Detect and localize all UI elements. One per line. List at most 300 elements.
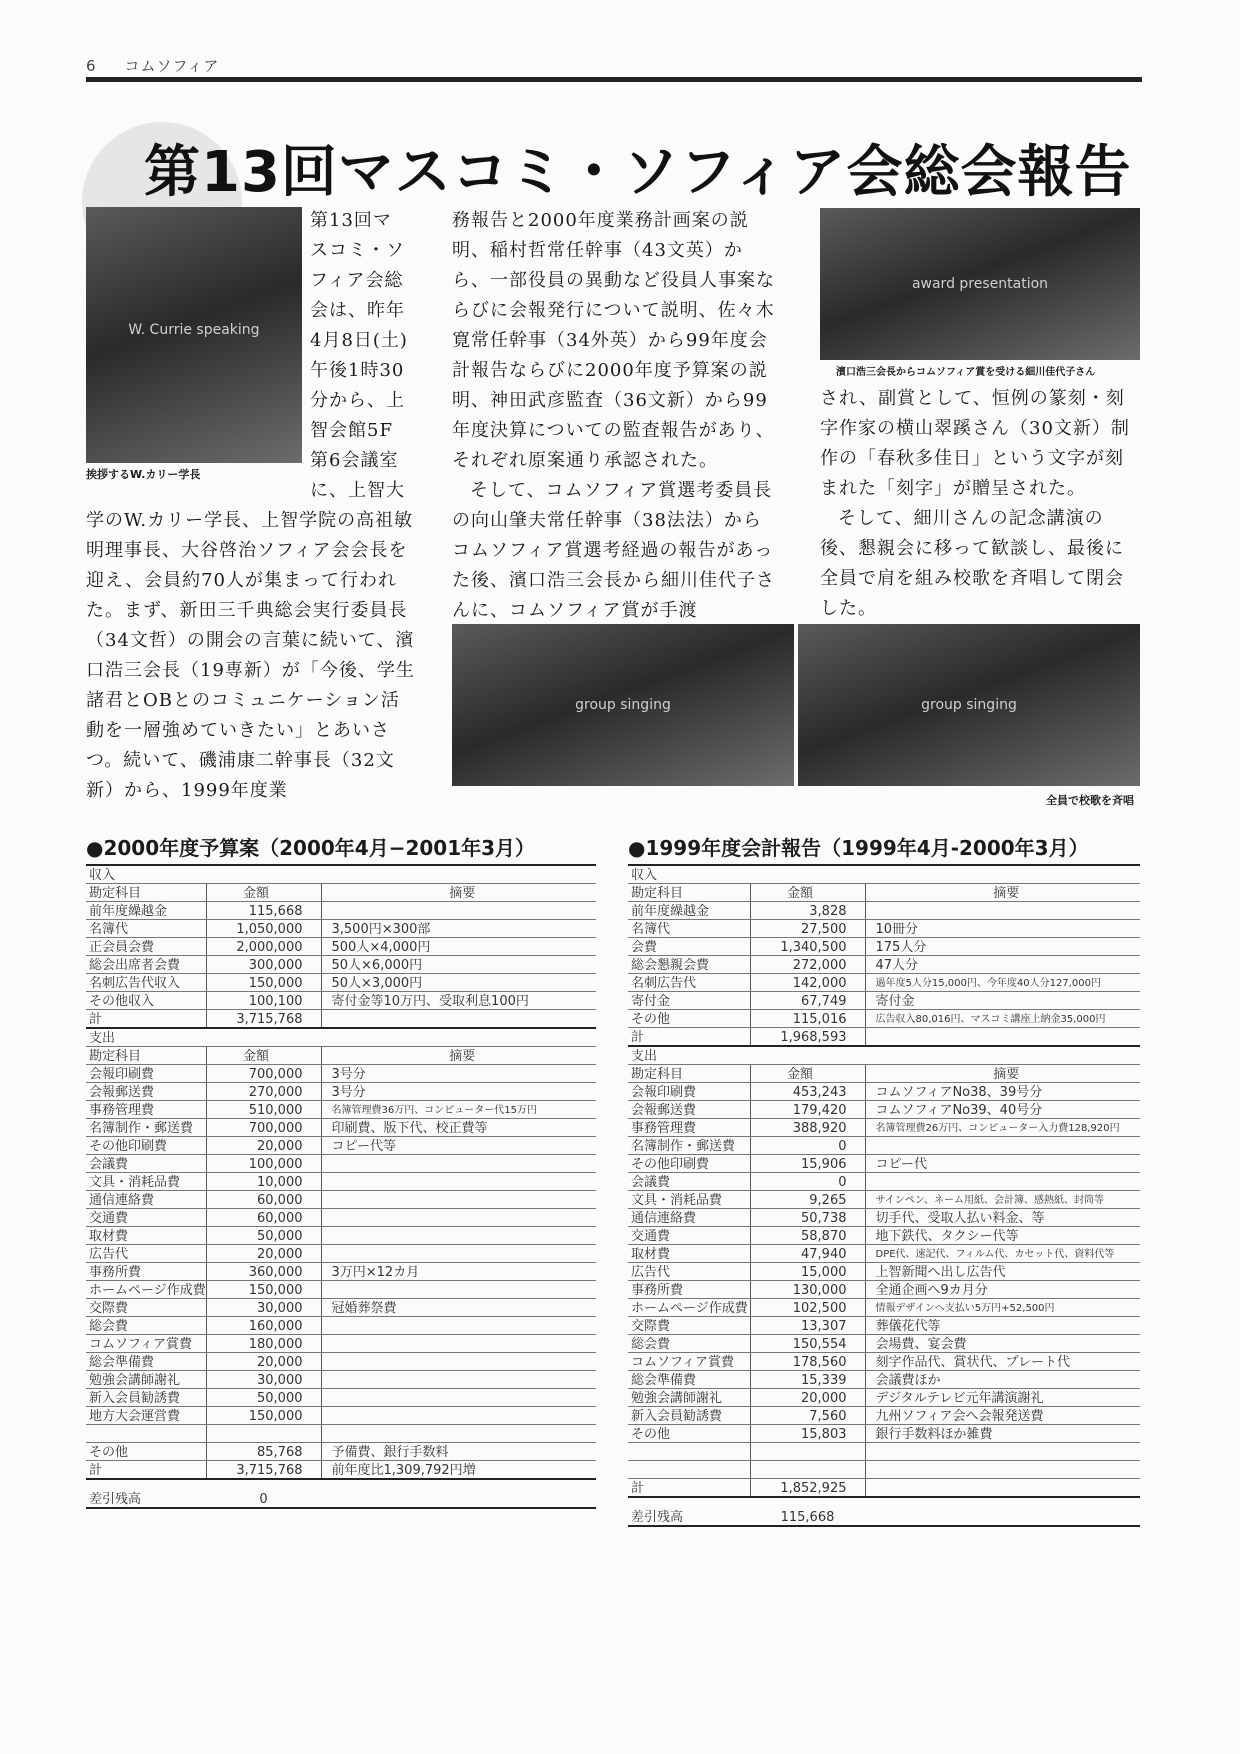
table-row: [86, 1137, 596, 1155]
amount-cell: [750, 1443, 865, 1461]
note-cell: 50人×3,000円: [321, 974, 596, 992]
account-cell: ホームページ作成費: [628, 1299, 750, 1317]
account-cell: 総会懇親会費: [628, 956, 750, 974]
table-row: [628, 1407, 1140, 1425]
table-row: [628, 1299, 1140, 1317]
balance-row: [628, 1508, 1140, 1526]
note-cell: [321, 1010, 596, 1029]
note-cell: [321, 1371, 596, 1389]
amount-cell: 150,000: [206, 1281, 321, 1299]
article-column-3: され、副賞として、恒例の篆刻・刻字作家の横山翠蹊さん（30文新）制作の「春秋多佳日」という文字が刻まれた「刻字」が贈呈された。 そして、細川さんの記念講演の後、懇親会に移って歓談し、最後に全員で肩を組み校歌を斉唱して閉会した。: [820, 388, 1130, 619]
amount-cell: 金額: [750, 1065, 865, 1083]
table-row: [86, 1191, 596, 1209]
account-cell: 交際費: [86, 1299, 206, 1317]
note-cell: 寄付金等10万円、受取利息100円: [321, 992, 596, 1010]
amount-cell: 13,307: [750, 1317, 865, 1335]
note-cell: 50人×6,000円: [321, 956, 596, 974]
narrow-line: 智会館5F: [310, 420, 393, 441]
narrow-line: 4月8日(土): [310, 330, 408, 351]
amount-cell: 20,000: [206, 1137, 321, 1155]
note-cell: [321, 1353, 596, 1371]
table-row: [86, 1443, 596, 1461]
article-column-1: 学のW.カリー学長、上智学院の高祖敏明理事長、大谷啓治ソフィア会会長を迎え、会員約70人が集まって行われた。まず、新田三千典総会実行委員長（34文哲）の開会の言葉に続いて、濱口浩三会長（19専新）が「今後、学生諸君とOBとのコミュニケーション活動を一層強めていきたい」とあいさつ。続いて、磯浦康二幹事長（32文新）から、1999年度業: [86, 510, 415, 801]
amount-cell: 180,000: [206, 1335, 321, 1353]
amount-cell: 150,554: [750, 1335, 865, 1353]
account-cell: 名簿代: [86, 920, 206, 938]
page-number: 6: [86, 57, 97, 75]
note-cell: [321, 1191, 596, 1209]
section-label: 支出: [628, 1046, 1140, 1065]
section-label-row: [86, 865, 596, 884]
amount-cell: 47,940: [750, 1245, 865, 1263]
narrow-line: 分から、上: [310, 390, 405, 411]
table-row: [628, 1137, 1140, 1155]
account-cell: 事務管理費: [628, 1119, 750, 1137]
note-cell: 過年度5人分15,000円、今年度40人分127,000円: [865, 974, 1140, 992]
note-cell: 摘要: [865, 884, 1140, 902]
table-row: [86, 1101, 596, 1119]
account-cell: 勉強会講師謝礼: [86, 1371, 206, 1389]
note-cell: [321, 1389, 596, 1407]
amount-cell: 67,749: [750, 992, 865, 1010]
table-row: [628, 1443, 1140, 1461]
account-cell: 計: [86, 1461, 206, 1480]
amount-cell: 27,500: [750, 920, 865, 938]
amount-cell: 金額: [750, 884, 865, 902]
amount-cell: 3,715,768: [206, 1461, 321, 1480]
table-row: [628, 1317, 1140, 1335]
table-row: [86, 1317, 596, 1335]
amount-cell: 360,000: [206, 1263, 321, 1281]
table-row: [628, 1083, 1140, 1101]
account-cell: 事務管理費: [86, 1101, 206, 1119]
amount-cell: 50,000: [206, 1227, 321, 1245]
account-cell: 交際費: [628, 1317, 750, 1335]
balance-label: 差引残高: [86, 1490, 206, 1508]
account-cell: 取材費: [86, 1227, 206, 1245]
note-cell: 10冊分: [865, 920, 1140, 938]
account-cell: 会費: [628, 938, 750, 956]
account-cell: ホームページ作成費: [86, 1281, 206, 1299]
table-row: [628, 1227, 1140, 1245]
note-cell: 3号分: [321, 1065, 596, 1083]
narrow-line: フィア会総: [310, 270, 404, 291]
account-cell: 交通費: [86, 1209, 206, 1227]
account-cell: 取材費: [628, 1245, 750, 1263]
narrow-line: スコミ・ソ: [310, 240, 405, 261]
account-cell: [628, 1461, 750, 1479]
note-cell: [321, 1245, 596, 1263]
note-cell: 刻字作品代、賞状代、プレート代: [865, 1353, 1140, 1371]
account-cell: 総会費: [86, 1317, 206, 1335]
note-cell: 47人分: [865, 956, 1140, 974]
account-cell: 新入会員勧誘費: [628, 1407, 750, 1425]
table-row: [628, 1389, 1140, 1407]
note-cell: 摘要: [321, 1047, 596, 1065]
group-photo-right: group singing: [798, 624, 1140, 786]
amount-cell: 150,000: [206, 1407, 321, 1425]
account-cell: 勘定科目: [628, 1065, 750, 1083]
section-label-row: [86, 1028, 596, 1047]
table-row: [628, 1425, 1140, 1443]
note-cell: 3,500円×300部: [321, 920, 596, 938]
account-cell: 総会準備費: [86, 1353, 206, 1371]
section-label-row: [628, 1046, 1140, 1065]
note-cell: 500人×4,000円: [321, 938, 596, 956]
spacer: [628, 1497, 1140, 1508]
amount-cell: 30,000: [206, 1371, 321, 1389]
table-row: [628, 1191, 1140, 1209]
account-cell: 前年度繰越金: [628, 902, 750, 920]
amount-cell: 20,000: [206, 1353, 321, 1371]
account-cell: 広告代: [86, 1245, 206, 1263]
note-cell: 摘要: [321, 884, 596, 902]
note-cell: 175人分: [865, 938, 1140, 956]
table-row: [628, 1335, 1140, 1353]
table-row: [628, 1028, 1140, 1047]
amount-cell: 0: [750, 1173, 865, 1191]
note-cell: 会議費ほか: [865, 1371, 1140, 1389]
account-cell: 会報郵送費: [86, 1083, 206, 1101]
amount-cell: 179,420: [750, 1101, 865, 1119]
amount-cell: 100,000: [206, 1155, 321, 1173]
balance-row: [86, 1490, 596, 1508]
amount-cell: 130,000: [750, 1281, 865, 1299]
table-row: [86, 956, 596, 974]
account-cell: 計: [86, 1010, 206, 1029]
account-cell: 文具・消耗品費: [86, 1173, 206, 1191]
amount-cell: 9,265: [750, 1191, 865, 1209]
account-cell: 通信連絡費: [86, 1191, 206, 1209]
amount-cell: 270,000: [206, 1083, 321, 1101]
note-cell: [865, 1137, 1140, 1155]
budget-table: [86, 864, 596, 1509]
amount-cell: 60,000: [206, 1191, 321, 1209]
amount-cell: 3,828: [750, 902, 865, 920]
amount-cell: 178,560: [750, 1353, 865, 1371]
table-row: [86, 1155, 596, 1173]
amount-cell: 510,000: [206, 1101, 321, 1119]
note-cell: コピー代等: [321, 1137, 596, 1155]
amount-cell: 0: [750, 1137, 865, 1155]
account-cell: 広告代: [628, 1263, 750, 1281]
amount-cell: 1,852,925: [750, 1479, 865, 1498]
account-cell: 総会出席者会費: [86, 956, 206, 974]
account-cell: 計: [628, 1479, 750, 1498]
note-cell: [321, 1155, 596, 1173]
amount-cell: 150,000: [206, 974, 321, 992]
table-row: [628, 1101, 1140, 1119]
note-cell: コムソフィアNo39、40号分: [865, 1101, 1140, 1119]
amount-cell: 30,000: [206, 1299, 321, 1317]
amount-cell: 142,000: [750, 974, 865, 992]
narrow-line: 第6会議室: [310, 450, 399, 471]
narrow-line: 第13回マ: [310, 210, 392, 231]
note-cell: デジタルテレビ元年講演謝礼: [865, 1389, 1140, 1407]
table-row: [628, 1479, 1140, 1498]
publication-name: コムソフィア: [124, 57, 220, 75]
amount-cell: 453,243: [750, 1083, 865, 1101]
table-row: [628, 1461, 1140, 1479]
table-row: [86, 1047, 596, 1065]
award-photo-caption: 濱口浩三会長からコムソフィア賞を受ける細川佳代子さん: [836, 367, 1096, 378]
note-cell: 銀行手数料ほか雑費: [865, 1425, 1140, 1443]
account-cell: 会報郵送費: [628, 1101, 750, 1119]
table-row: [86, 1389, 596, 1407]
note-cell: [321, 1317, 596, 1335]
account-cell: その他: [628, 1010, 750, 1028]
amount-cell: 102,500: [750, 1299, 865, 1317]
note-cell: [321, 1209, 596, 1227]
table-row: [86, 992, 596, 1010]
note-cell: 摘要: [865, 1065, 1140, 1083]
table-row: [628, 1010, 1140, 1028]
note-cell: 3万円×12カ月: [321, 1263, 596, 1281]
table-row: [86, 1425, 596, 1443]
note-cell: 会場費、宴会費: [865, 1335, 1140, 1353]
amount-cell: 300,000: [206, 956, 321, 974]
budget-table-title: ●2000年度予算案（2000年4月−2001年3月）: [86, 836, 536, 860]
note-cell: [865, 1479, 1140, 1498]
table-row: [86, 920, 596, 938]
account-cell: 会議費: [628, 1173, 750, 1191]
note-cell: 上智新聞へ出し広告代: [865, 1263, 1140, 1281]
note-cell: 広告収入80,016円、マスコミ講座上納金35,000円: [865, 1010, 1140, 1028]
account-cell: 勘定科目: [86, 1047, 206, 1065]
table-row: [86, 1353, 596, 1371]
account-cell: 新入会員勧誘費: [86, 1389, 206, 1407]
amount-cell: 115,016: [750, 1010, 865, 1028]
account-cell: その他収入: [86, 992, 206, 1010]
amount-cell: 15,000: [750, 1263, 865, 1281]
table-row: [86, 1371, 596, 1389]
note-cell: 地下鉄代、タクシー代等: [865, 1227, 1140, 1245]
account-cell: 勘定科目: [628, 884, 750, 902]
article-column-1-narrow: [310, 206, 416, 506]
table-row: [628, 956, 1140, 974]
amount-cell: 2,000,000: [206, 938, 321, 956]
note-cell: 前年度比1,309,792円増: [321, 1461, 596, 1480]
account-cell: 総会費: [628, 1335, 750, 1353]
group-photo-caption: 全員で校歌を斉唱: [1046, 794, 1134, 807]
note-cell: 九州ソフィア会へ会報発送費: [865, 1407, 1140, 1425]
account-cell: 会議費: [86, 1155, 206, 1173]
note-cell: 葬儀花代等: [865, 1317, 1140, 1335]
note-cell: [321, 1173, 596, 1191]
account-cell: 寄付金: [628, 992, 750, 1010]
table-row: [86, 884, 596, 902]
table-row: [86, 1209, 596, 1227]
amount-cell: 700,000: [206, 1065, 321, 1083]
account-cell: 会報印刷費: [628, 1083, 750, 1101]
group-photo-left: group singing: [452, 624, 794, 786]
account-cell: その他: [86, 1443, 206, 1461]
table-row: [86, 1245, 596, 1263]
note-cell: 印刷費、版下代、校正費等: [321, 1119, 596, 1137]
table-row: [628, 1263, 1140, 1281]
amount-cell: 1,340,500: [750, 938, 865, 956]
table-row: [628, 1371, 1140, 1389]
table-row: [86, 1119, 596, 1137]
note-cell: 3号分: [321, 1083, 596, 1101]
note-cell: [321, 1227, 596, 1245]
header-rule: [86, 77, 1142, 82]
note-cell: コピー代: [865, 1155, 1140, 1173]
amount-cell: 15,339: [750, 1371, 865, 1389]
section-label: 収入: [628, 865, 1140, 884]
amount-cell: 115,668: [206, 902, 321, 920]
amount-cell: 85,768: [206, 1443, 321, 1461]
note-cell: [865, 902, 1140, 920]
account-cell: 通信連絡費: [628, 1209, 750, 1227]
balance-label: 差引残高: [628, 1508, 750, 1526]
account-cell: 事務所費: [86, 1263, 206, 1281]
note-cell: 名簿管理費36万円、コンピューター代15万円: [321, 1101, 596, 1119]
account-cell: 名刺広告代: [628, 974, 750, 992]
account-cell: 名刺広告代収入: [86, 974, 206, 992]
table-row: [628, 974, 1140, 992]
amount-cell: 160,000: [206, 1317, 321, 1335]
narrow-line: 午後1時30: [310, 360, 405, 381]
note-cell: [865, 1173, 1140, 1191]
amount-cell: 15,906: [750, 1155, 865, 1173]
article-column-2: 務報告と2000年度業務計画案の説明、稲村哲常任幹事（43文英）から、一部役員の異動など役員人事案ならびに会報発行について説明、佐々木寛常任幹事（34外英）から99年度会計報告ならびに2000年度予算案の説明、神田武彦監査（36文新）から99年度決算についての監査報告があり、それぞれ原案通り承認された。 そして、コムソフィア賞選考委員長の向山肇夫常任幹事（38法法）からコムソフィア賞選考経過の報告があった後、濱口浩三会長から細川佳代子さんに、コムソフィア賞が手渡: [452, 210, 775, 621]
table-row: [86, 974, 596, 992]
table-row: [628, 1119, 1140, 1137]
amount-cell: 7,560: [750, 1407, 865, 1425]
table-row: [86, 1461, 596, 1480]
amount-cell: 50,000: [206, 1389, 321, 1407]
account-cell: 会報印刷費: [86, 1065, 206, 1083]
spacer-row: [628, 1497, 1140, 1508]
amount-cell: 1,968,593: [750, 1028, 865, 1047]
amount-cell: 20,000: [750, 1389, 865, 1407]
table-row: [86, 1065, 596, 1083]
note-cell: [321, 1407, 596, 1425]
table-row: [86, 1263, 596, 1281]
amount-cell: [206, 1425, 321, 1443]
amount-cell: 272,000: [750, 956, 865, 974]
note-cell: 冠婚葬祭費: [321, 1299, 596, 1317]
amount-cell: 10,000: [206, 1173, 321, 1191]
amount-cell: 58,870: [750, 1227, 865, 1245]
account-cell: 名簿制作・郵送費: [628, 1137, 750, 1155]
account-cell: 事務所費: [628, 1281, 750, 1299]
note-cell: 名簿管理費26万円、コンピューター入力費128,920円: [865, 1119, 1140, 1137]
section-label: 支出: [86, 1028, 596, 1047]
amount-cell: 700,000: [206, 1119, 321, 1137]
balance-note: [321, 1490, 596, 1508]
table-row: [86, 1281, 596, 1299]
table-row: [86, 1173, 596, 1191]
page-title: 第13回マスコミ・ソフィア会総会報告: [144, 140, 1132, 205]
amount-cell: 100,100: [206, 992, 321, 1010]
account-cell: 地方大会運営費: [86, 1407, 206, 1425]
table-row: [628, 1281, 1140, 1299]
amount-cell: 20,000: [206, 1245, 321, 1263]
table-row: [628, 884, 1140, 902]
account-cell: 名簿制作・郵送費: [86, 1119, 206, 1137]
note-cell: [321, 1335, 596, 1353]
amount-cell: [750, 1461, 865, 1479]
table-row: [86, 1335, 596, 1353]
account-cell: コムソフィア賞費: [628, 1353, 750, 1371]
account-cell: 勉強会講師謝礼: [628, 1389, 750, 1407]
table-row: [86, 1227, 596, 1245]
section-label-row: [628, 865, 1140, 884]
table-row: [628, 902, 1140, 920]
balance-amount: 115,668: [750, 1508, 865, 1526]
note-cell: [865, 1461, 1140, 1479]
table-row: [628, 1245, 1140, 1263]
note-cell: DPE代、速記代、フィルム代、カセット代、資料代等: [865, 1245, 1140, 1263]
table-row: [86, 938, 596, 956]
amount-cell: 3,715,768: [206, 1010, 321, 1029]
account-cell: 交通費: [628, 1227, 750, 1245]
amount-cell: 50,738: [750, 1209, 865, 1227]
note-cell: 寄付金: [865, 992, 1140, 1010]
account-cell: コムソフィア賞費: [86, 1335, 206, 1353]
note-cell: [321, 902, 596, 920]
account-cell: [628, 1443, 750, 1461]
table-row: [86, 1299, 596, 1317]
table-row: [628, 920, 1140, 938]
note-cell: コムソフィアNo38、39号分: [865, 1083, 1140, 1101]
note-cell: [321, 1425, 596, 1443]
table-row: [86, 902, 596, 920]
amount-cell: 金額: [206, 1047, 321, 1065]
table-row: [628, 938, 1140, 956]
narrow-line: 会は、昨年: [310, 300, 405, 321]
award-photo: award presentation: [820, 208, 1140, 360]
note-cell: 全通企画へ9カ月分: [865, 1281, 1140, 1299]
account-cell: 前年度繰越金: [86, 902, 206, 920]
table-row: [628, 1353, 1140, 1371]
account-cell: その他印刷費: [86, 1137, 206, 1155]
account-cell: その他: [628, 1425, 750, 1443]
spacer: [86, 1479, 596, 1490]
amount-cell: 388,920: [750, 1119, 865, 1137]
spacer-row: [86, 1479, 596, 1490]
note-cell: [865, 1028, 1140, 1047]
note-cell: 情報デザインへ支払い5万円+52,500円: [865, 1299, 1140, 1317]
account-cell: 名簿代: [628, 920, 750, 938]
note-cell: 予備費、銀行手数料: [321, 1443, 596, 1461]
account-cell: その他印刷費: [628, 1155, 750, 1173]
account-cell: 計: [628, 1028, 750, 1047]
account-cell: 総会準備費: [628, 1371, 750, 1389]
speaker-photo-caption: 挨拶するW.カリー学長: [86, 468, 201, 481]
table-row: [628, 1209, 1140, 1227]
amount-cell: 60,000: [206, 1209, 321, 1227]
table-row: [628, 1065, 1140, 1083]
running-header: [86, 55, 219, 76]
table-row: [86, 1010, 596, 1029]
speaker-photo: W. Currie speaking: [86, 207, 302, 463]
narrow-line: に、上智大: [310, 480, 405, 501]
note-cell: 切手代、受取人払い料金、等: [865, 1209, 1140, 1227]
balance-amount: 0: [206, 1490, 321, 1508]
note-cell: [321, 1281, 596, 1299]
table-row: [628, 1173, 1140, 1191]
section-label: 収入: [86, 865, 596, 884]
account-cell: 正会員会費: [86, 938, 206, 956]
report-table-title: ●1999年度会計報告（1999年4月-2000年3月）: [628, 836, 1089, 860]
table-row: [86, 1407, 596, 1425]
note-cell: サインペン、ネーム用紙、会計簿、感熱紙、封筒等: [865, 1191, 1140, 1209]
table-row: [86, 1083, 596, 1101]
report-table: [628, 864, 1140, 1527]
